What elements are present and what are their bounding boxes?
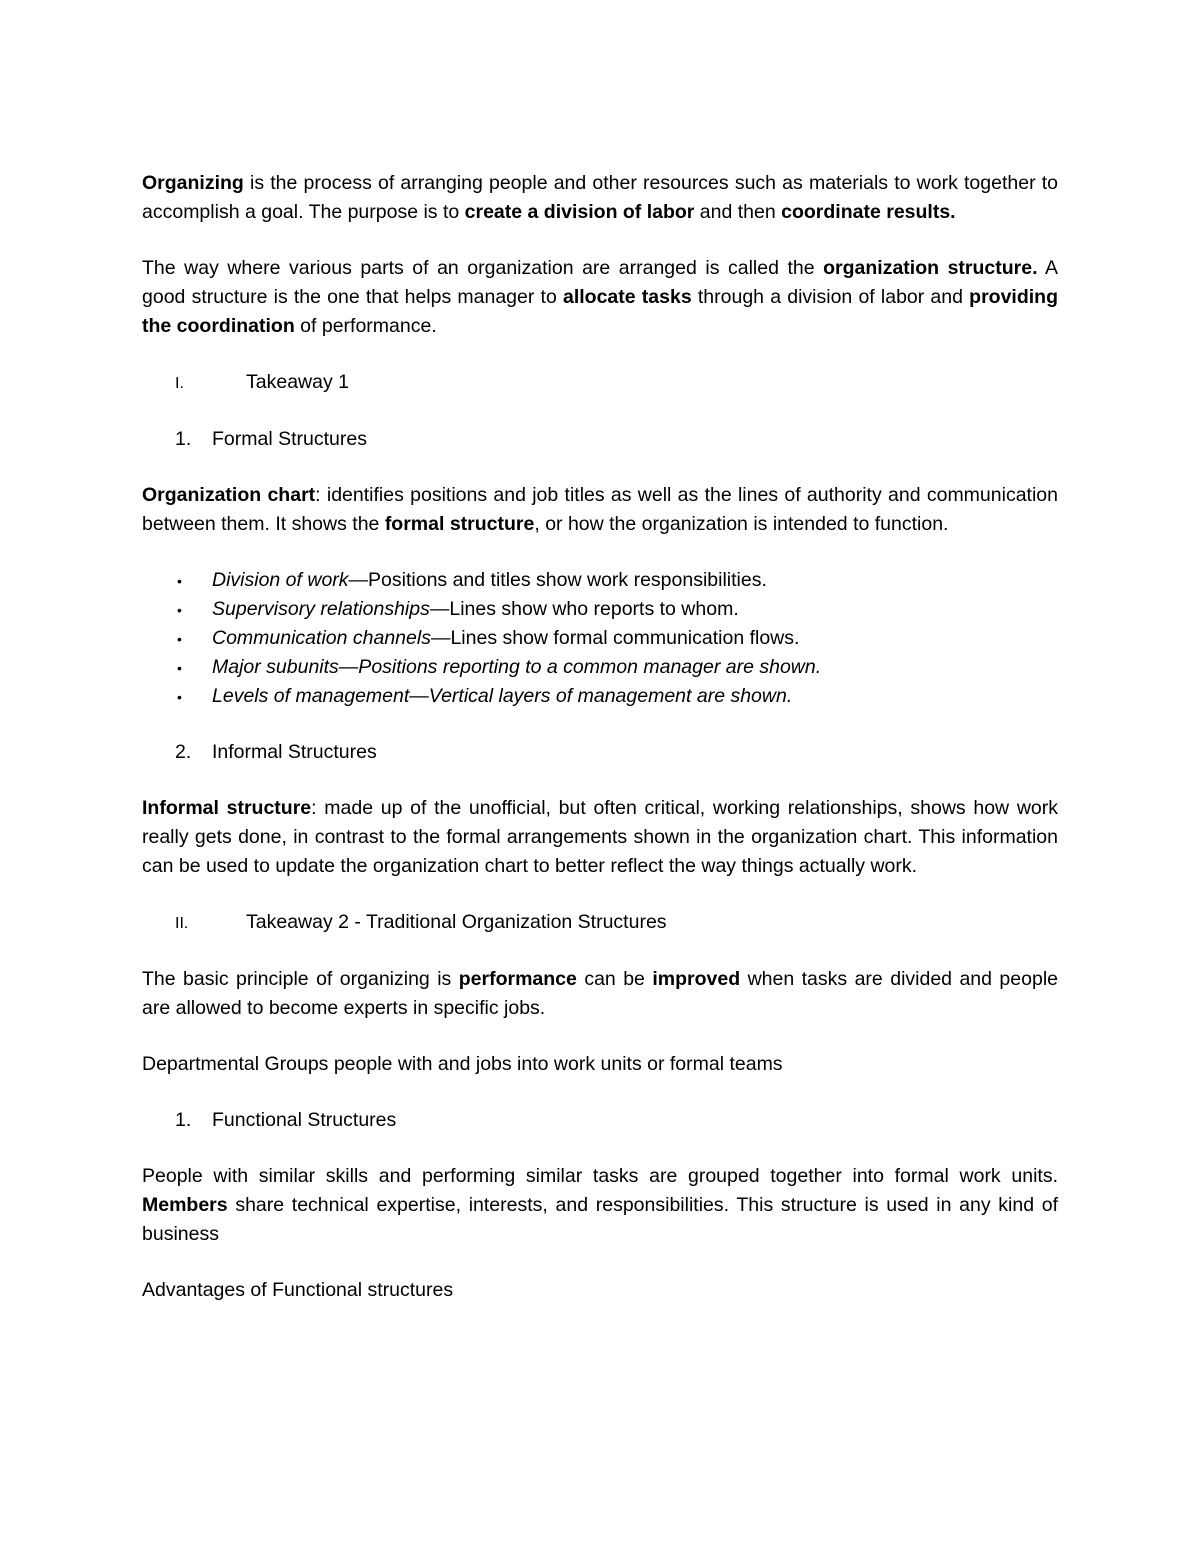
paragraph-informal-structure — [142, 794, 1058, 881]
bold-term: coordinate results. — [781, 201, 956, 223]
list-item — [142, 653, 1058, 682]
roman-numeral-marker: II. — [175, 915, 189, 932]
bullet-marker: • — [177, 631, 182, 647]
section-heading-text: Takeaway 1 — [246, 371, 349, 393]
bold-term: providing the coordination — [142, 286, 1058, 337]
bold-term: performance — [458, 968, 577, 990]
list-item — [142, 624, 1058, 653]
bold-term: Members — [142, 1194, 228, 1216]
italic-term: Major subunits—Positions reporting to a common manager are shown. — [212, 656, 822, 678]
roman-numeral-marker: I. — [175, 375, 184, 392]
text-run: of performance. — [294, 315, 437, 337]
text-run: share technical expertise, interests, and responsibilities. This structure is used in any kind of business — [142, 1194, 1058, 1245]
bold-term: organization structure. — [823, 257, 1038, 279]
text-run: A good structure is the one that helps manager to — [142, 257, 1058, 308]
bullet-marker: • — [177, 602, 182, 618]
subheading-functional-structures — [142, 1106, 1058, 1135]
paragraph-organizing-definition — [142, 169, 1058, 227]
number-marker: 1. — [175, 1109, 192, 1131]
text-run: —Positions and titles show work responsibilities. — [348, 569, 767, 591]
bold-term: Organization chart — [142, 484, 316, 506]
bullet-marker: • — [177, 573, 182, 589]
subheading-informal-structures — [142, 738, 1058, 767]
text-run: —Lines show formal communication flows. — [430, 627, 800, 649]
bold-term: improved — [652, 968, 741, 990]
bold-term: create a division of labor — [464, 201, 695, 223]
subheading-formal-structures — [142, 425, 1058, 454]
text-run: The basic principle of organizing is — [142, 968, 459, 990]
text-run: Advantages of Functional structures — [142, 1279, 454, 1301]
italic-term: Communication channels — [212, 627, 431, 649]
bold-term: allocate tasks — [563, 286, 692, 308]
subheading-text: Informal Structures — [212, 741, 377, 763]
number-marker: 2. — [175, 741, 192, 763]
paragraph-departmental-groups — [142, 1050, 1058, 1079]
paragraph-organization-chart — [142, 481, 1058, 539]
bold-term: Informal structure — [142, 797, 312, 819]
subheading-text: Functional Structures — [212, 1109, 397, 1131]
section-heading-text: Takeaway 2 - Traditional Organization Structures — [246, 911, 667, 933]
bullet-marker: • — [177, 660, 182, 676]
text-run: People with similar skills and performing similar tasks are grouped together into formal work units. — [142, 1165, 1058, 1187]
subheading-text: Formal Structures — [212, 428, 367, 450]
list-item — [142, 566, 1058, 595]
text-run: —Lines show who reports to whom. — [429, 598, 739, 620]
bullet-marker: • — [177, 689, 182, 705]
list-item — [142, 682, 1058, 711]
section-heading-takeaway-2 — [142, 908, 1058, 938]
number-marker: 1. — [175, 428, 192, 450]
paragraph-functional-structures — [142, 1162, 1058, 1249]
italic-term: Division of work — [212, 569, 349, 591]
text-run: : identifies positions and job titles as well as the lines of authority and communication between them. It shows the — [142, 484, 1058, 535]
bullet-list-chart-features — [142, 566, 1058, 711]
text-run: through a division of labor and — [691, 286, 970, 308]
italic-term: Supervisory relationships — [212, 598, 430, 620]
section-heading-takeaway-1 — [142, 368, 1058, 398]
italic-term: Levels of management—Vertical layers of management are shown. — [212, 685, 793, 707]
text-run: when tasks are divided and people are allowed to become experts in specific jobs. — [142, 968, 1058, 1019]
paragraph-organization-structure — [142, 254, 1058, 341]
list-item — [142, 595, 1058, 624]
document-page — [142, 169, 1058, 1332]
text-run: , or how the organization is intended to function. — [534, 513, 949, 535]
bold-term: Organizing — [142, 172, 244, 194]
text-run: and then — [694, 201, 782, 223]
bold-term: formal structure — [384, 513, 535, 535]
text-run: The way where various parts of an organization are arranged is called the — [142, 257, 824, 279]
paragraph-advantages-heading — [142, 1276, 1058, 1305]
text-run: : made up of the unofficial, but often critical, working relationships, shows how work really gets done, in contrast to the formal arrangements shown in the organization chart. This information can be used to update the organization chart to better reflect the way things actually work. — [142, 797, 1058, 877]
text-run: Departmental Groups people with and jobs into work units or formal teams — [142, 1053, 783, 1075]
paragraph-basic-principle — [142, 965, 1058, 1023]
text-run: is the process of arranging people and other resources such as materials to work together to accomplish a goal. The purpose is to — [142, 172, 1058, 223]
text-run: can be — [576, 968, 653, 990]
